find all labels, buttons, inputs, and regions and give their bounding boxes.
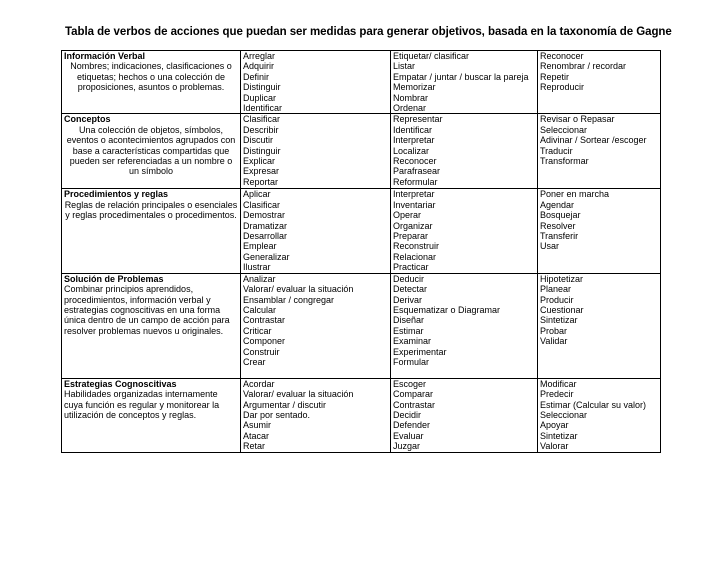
- list-item: Interpretar: [393, 189, 435, 200]
- list-item: Arreglar: [243, 51, 276, 61]
- list-item: Componer: [243, 336, 286, 347]
- list-item: Atacar: [243, 430, 270, 441]
- category-cell: [62, 114, 241, 189]
- list-item: Examinar: [393, 336, 432, 347]
- list-item: Generalizar: [243, 251, 290, 262]
- category-cell: [62, 189, 241, 273]
- list-item: Inventariar: [393, 199, 436, 210]
- verb-list: [243, 51, 388, 113]
- verbs-cell: [538, 114, 661, 189]
- verb-list: [393, 189, 535, 272]
- list-item: Planear: [540, 284, 572, 295]
- list-item: Analizar: [243, 273, 276, 284]
- verb-list: [540, 274, 658, 347]
- page-title: Tabla de verbos de acciones que puedan ser medidas para generar objetivos, basada en la taxonomía de Gagne: [65, 26, 672, 38]
- verbs-cell: [538, 273, 661, 378]
- list-item: Nombrar: [393, 92, 429, 103]
- list-item: Sintetizar: [540, 315, 578, 326]
- list-item: Transformar: [540, 156, 589, 167]
- list-item: Seleccionar: [540, 409, 588, 420]
- verbs-table: [61, 50, 661, 453]
- verb-list: [393, 274, 535, 368]
- list-item: Memorizar: [393, 82, 436, 93]
- verb-list: [393, 51, 535, 113]
- list-item: Discutir: [243, 135, 274, 146]
- category-description: Habilidades organizadas internamente cuya función es regular y monitorear la utilización de conceptos y reglas.: [64, 389, 220, 420]
- list-item: Reproducir: [540, 82, 585, 93]
- list-item: Distinguir: [243, 82, 281, 93]
- verbs-cell: [538, 189, 661, 273]
- list-item: Ilustrar: [243, 262, 271, 273]
- list-item: Clasificar: [243, 114, 281, 125]
- list-item: Criticar: [243, 325, 272, 336]
- list-item: Retar: [243, 441, 266, 452]
- verb-list: [393, 114, 535, 187]
- list-item: Estimar: [393, 325, 424, 336]
- verbs-cell: [391, 189, 538, 273]
- list-item: Asumir: [243, 420, 272, 431]
- list-item: Construir: [243, 346, 280, 357]
- list-item: Preparar: [393, 231, 429, 242]
- category-cell: [62, 378, 241, 452]
- list-item: Renombrar / recordar: [540, 61, 627, 72]
- verbs-cell: [538, 51, 661, 114]
- category-cell: [62, 273, 241, 378]
- list-item: Traducir: [540, 145, 573, 156]
- list-item: Argumentar / discutir: [243, 399, 327, 410]
- list-item: Validar: [540, 336, 568, 347]
- table-row: [62, 114, 661, 189]
- list-item: Reconocer: [540, 51, 584, 61]
- list-item: Dramatizar: [243, 220, 288, 231]
- category-description: Nombres; indicaciones, clasificaciones o etiquetas; hechos o una colección de proposiciones, asuntos o problemas.: [70, 61, 232, 93]
- list-item: Relacionar: [393, 251, 437, 262]
- verbs-cell: [538, 378, 661, 452]
- list-item: Diseñar: [393, 315, 425, 326]
- list-item: Identificar: [243, 103, 283, 114]
- verbs-cell: [241, 273, 391, 378]
- verbs-cell: [391, 114, 538, 189]
- category-description: Combinar principios aprendidos, procedimientos, información verbal y estrategias cognoscitivas en una forma única dentro de un campo de acción para resolver problemas nuevos u originales.: [64, 284, 230, 336]
- list-item: Detectar: [393, 284, 428, 295]
- list-item: Formular: [393, 356, 430, 367]
- verbs-cell: [241, 189, 391, 273]
- list-item: Bosquejar: [540, 210, 581, 221]
- list-item: Juzgar: [393, 441, 421, 452]
- list-item: Evaluar: [393, 430, 424, 441]
- list-item: Describir: [243, 124, 279, 135]
- verb-list: [243, 379, 388, 452]
- list-item: Interpretar: [393, 135, 435, 146]
- verbs-table-body: [62, 51, 661, 453]
- verb-list: [540, 114, 658, 166]
- list-item: Experimentar: [393, 346, 447, 357]
- list-item: Valorar/ evaluar la situación: [243, 389, 354, 400]
- list-item: Producir: [540, 294, 574, 305]
- list-item: Poner en marcha: [540, 189, 610, 200]
- list-item: Definir: [243, 71, 270, 82]
- list-item: Comparar: [393, 389, 434, 400]
- list-item: Etiquetar/ clasificar: [393, 51, 470, 61]
- table-row: [62, 378, 661, 452]
- list-item: Organizar: [393, 220, 433, 231]
- verbs-cell: [391, 378, 538, 452]
- list-item: Defender: [393, 420, 431, 431]
- list-item: Crear: [243, 356, 266, 367]
- list-item: Distinguir: [243, 145, 281, 156]
- list-item: Clasificar: [243, 199, 281, 210]
- list-item: Reconocer: [393, 156, 437, 167]
- list-item: Duplicar: [243, 92, 277, 103]
- list-item: Ordenar: [393, 103, 427, 114]
- list-item: Contrastar: [393, 399, 436, 410]
- list-item: Practicar: [393, 262, 429, 273]
- list-item: Revisar o Repasar: [540, 114, 615, 125]
- list-item: Representar: [393, 114, 443, 125]
- list-item: Listar: [393, 61, 416, 72]
- list-item: Hipotetizar: [540, 273, 584, 284]
- list-item: Localizar: [393, 145, 430, 156]
- list-item: Emplear: [243, 241, 277, 252]
- category-title: Solución de Problemas: [64, 273, 164, 284]
- category-cell: [62, 51, 241, 114]
- list-item: Reportar: [243, 176, 279, 187]
- list-item: Cuestionar: [540, 304, 584, 315]
- list-item: Demostrar: [243, 210, 286, 221]
- list-item: Probar: [540, 325, 568, 336]
- list-item: Empatar / juntar / buscar la pareja: [393, 71, 529, 82]
- category-description: Una colección de objetos, símbolos, eventos o acontecimientos agrupados con base a características compartidas que pueden ser referenciadas a un nombre o un símbolo: [66, 124, 236, 177]
- category-title: Información Verbal: [64, 51, 146, 61]
- list-item: Deducir: [393, 273, 425, 284]
- list-item: Estimar (Calcular su valor): [540, 399, 647, 410]
- list-item: Reformular: [393, 176, 438, 187]
- list-item: Expresar: [243, 166, 280, 177]
- list-item: Usar: [540, 241, 560, 252]
- list-item: Aplicar: [243, 189, 271, 200]
- list-item: Predecir: [540, 389, 574, 400]
- list-item: Adquirir: [243, 61, 275, 72]
- list-item: Calcular: [243, 304, 277, 315]
- list-item: Transferir: [540, 231, 579, 242]
- category-description: Reglas de relación principales o esenciales y reglas procedimentales o procedimentos.: [64, 199, 238, 221]
- verb-list: [393, 379, 535, 452]
- verbs-cell: [391, 51, 538, 114]
- list-item: Resolver: [540, 220, 576, 231]
- category-title: Estrategias Cognoscitivas: [64, 378, 177, 389]
- verbs-cell: [241, 51, 391, 114]
- verb-list: [243, 274, 388, 368]
- list-item: Derivar: [393, 294, 423, 305]
- list-item: Contrastar: [243, 315, 286, 326]
- list-item: Esquematizar o Diagramar: [393, 304, 501, 315]
- verb-list: [540, 379, 658, 452]
- table-row: [62, 189, 661, 273]
- list-item: Operar: [393, 210, 422, 221]
- verbs-cell: [241, 114, 391, 189]
- verbs-cell: [391, 273, 538, 378]
- table-row: [62, 51, 661, 114]
- list-item: Valorar: [540, 441, 569, 452]
- list-item: Modificar: [540, 378, 577, 389]
- list-item: Dar por sentado.: [243, 409, 311, 420]
- list-item: Escoger: [393, 378, 427, 389]
- list-item: Explicar: [243, 156, 276, 167]
- list-item: Desarrollar: [243, 231, 288, 242]
- list-item: Ensamblar / congregar: [243, 294, 335, 305]
- list-item: Decidir: [393, 409, 422, 420]
- category-title: Conceptos: [64, 114, 111, 125]
- verb-list: [243, 114, 388, 187]
- category-title: Procedimientos y reglas: [64, 189, 169, 200]
- list-item: Repetir: [540, 71, 570, 82]
- table-row: [62, 273, 661, 378]
- list-item: Identificar: [393, 124, 433, 135]
- list-item: Parafrasear: [393, 166, 441, 177]
- verbs-cell: [241, 378, 391, 452]
- verb-list: [243, 189, 388, 272]
- list-item: Seleccionar: [540, 124, 588, 135]
- list-item: Reconstruir: [393, 241, 440, 252]
- list-item: Acordar: [243, 378, 275, 389]
- verb-list: [540, 51, 658, 93]
- list-item: Agendar: [540, 199, 575, 210]
- list-item: Valorar/ evaluar la situación: [243, 284, 354, 295]
- list-item: Adivinar / Sortear /escoger: [540, 135, 647, 146]
- list-item: Apoyar: [540, 420, 569, 431]
- list-item: Sintetizar: [540, 430, 578, 441]
- verb-list: [540, 189, 658, 251]
